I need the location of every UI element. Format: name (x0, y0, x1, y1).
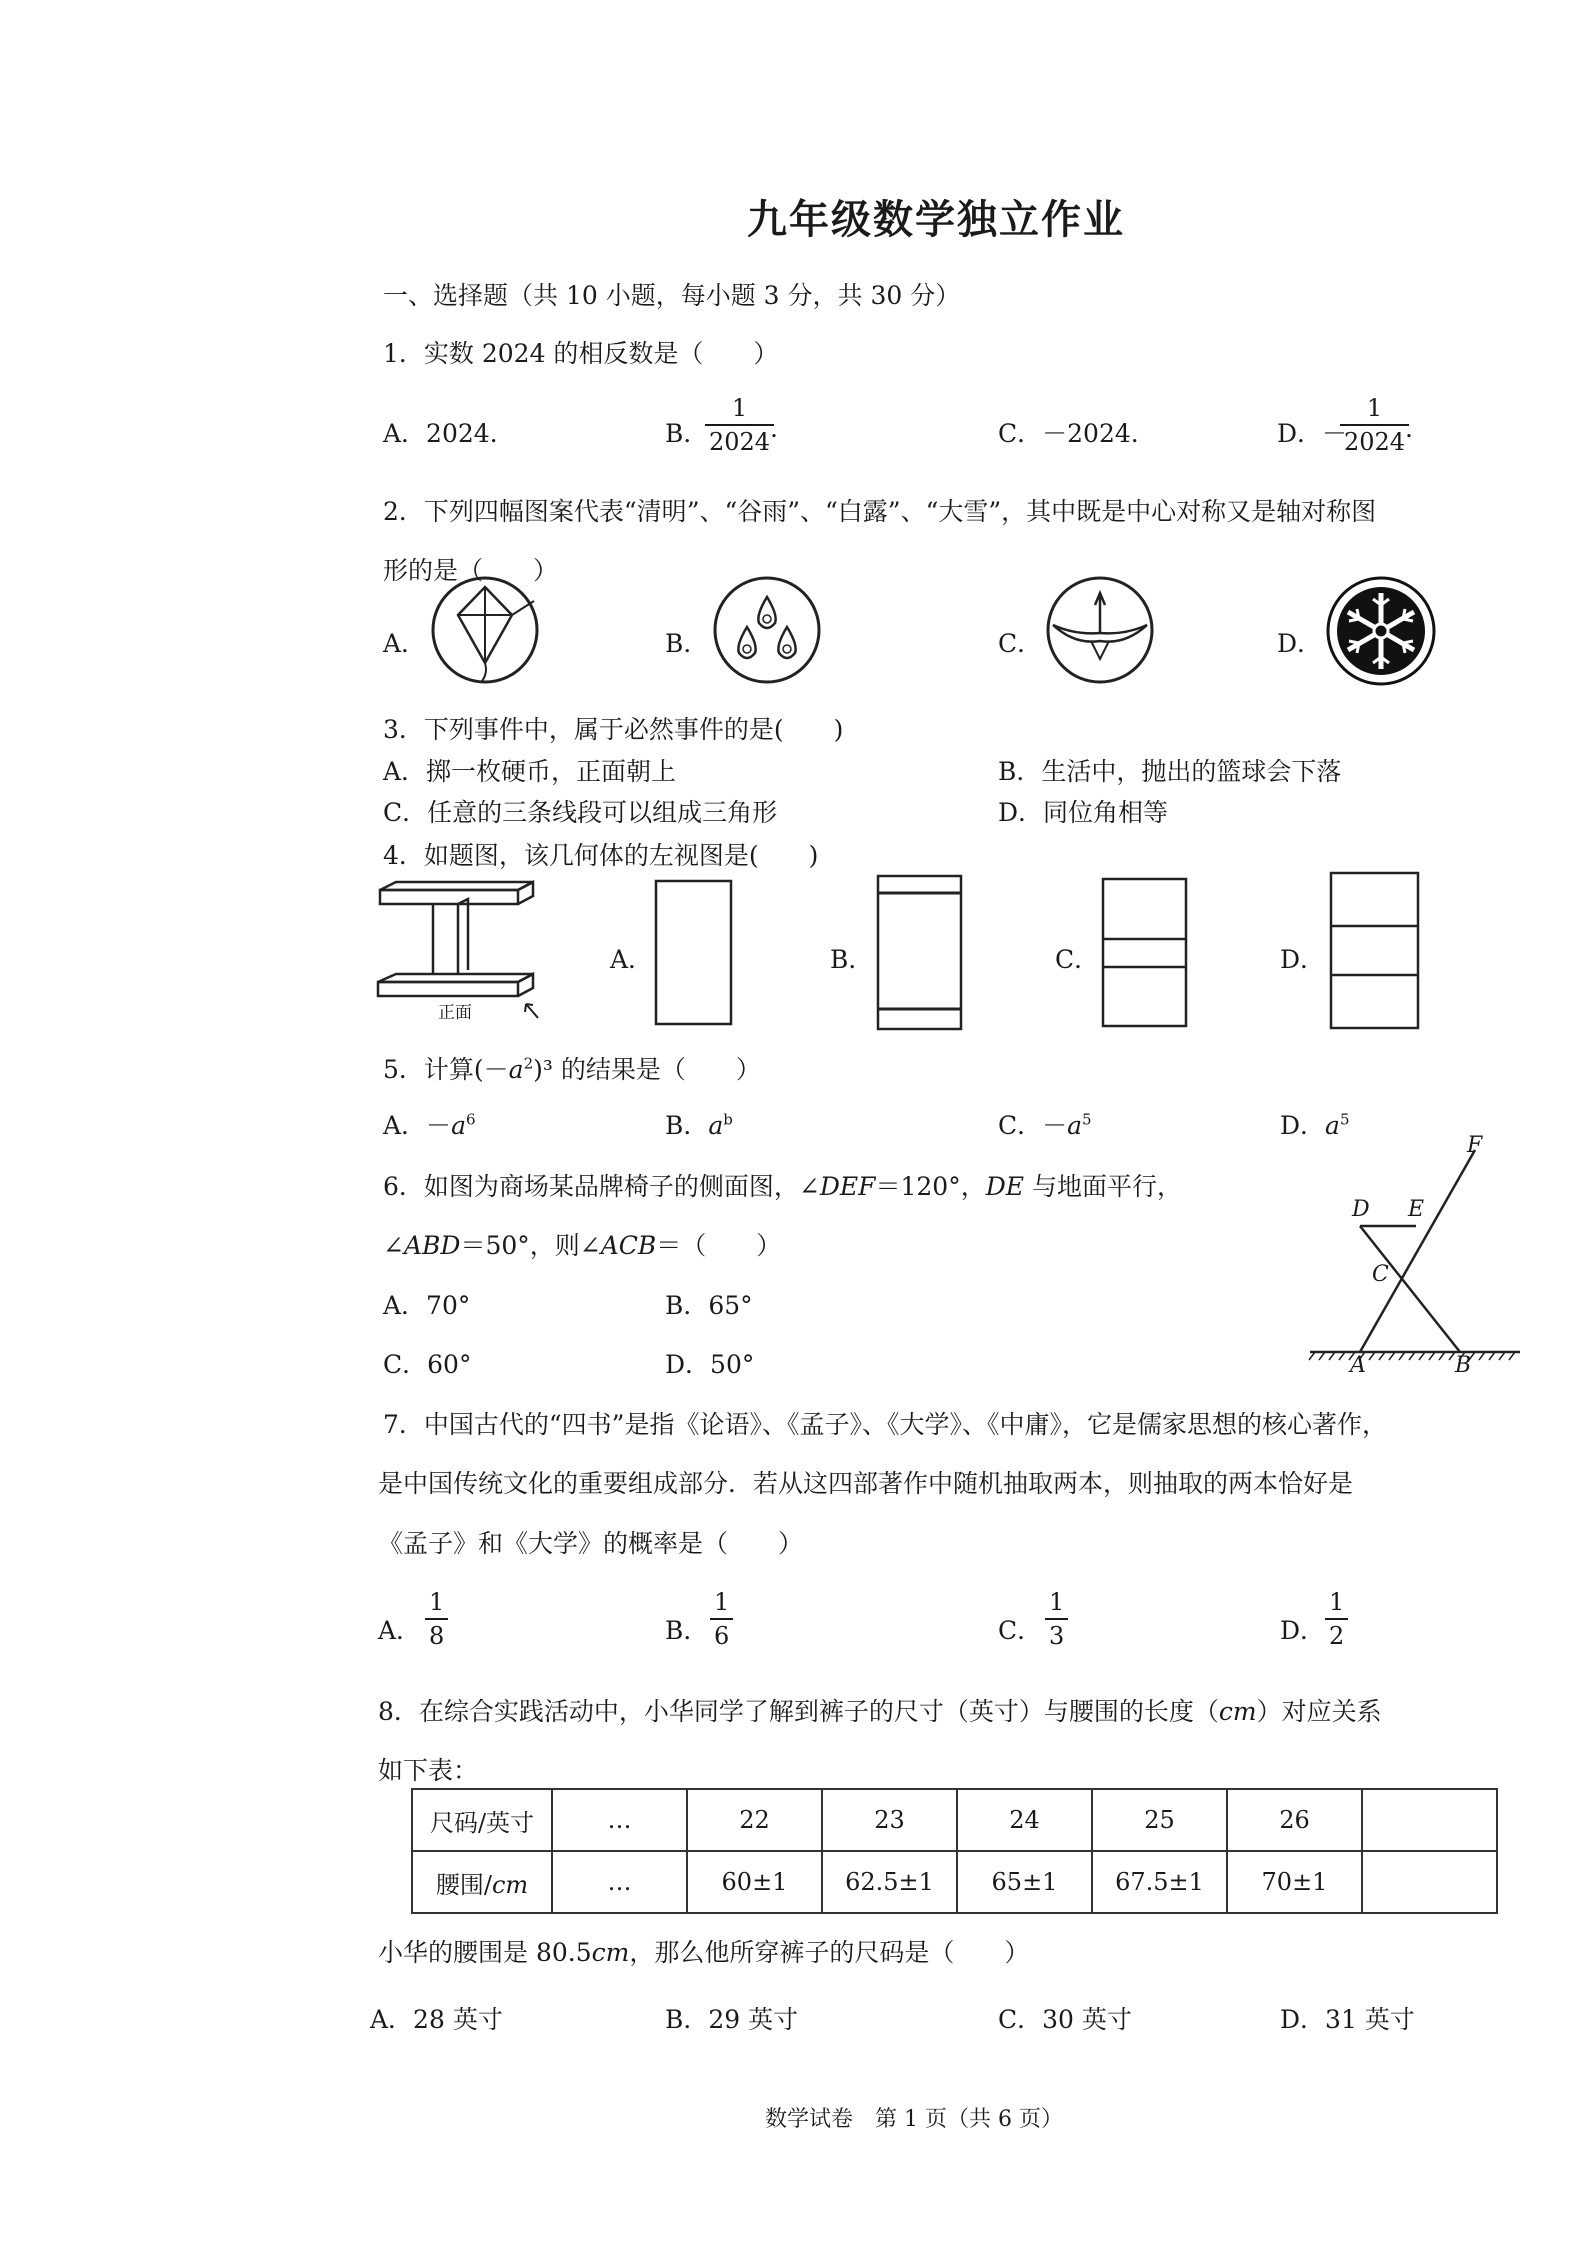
option-prefix: D． (1280, 1111, 1326, 1140)
q1-option-b-dot: . (770, 414, 778, 443)
exponent: 6 (465, 1110, 476, 1129)
q4-option-c-view (1102, 878, 1188, 1028)
variable-a: a (1067, 1111, 1083, 1140)
text-span: 8．在综合实践活动中，小华同学了解到裤子的尺寸（英寸）与腰围的长度（ (378, 1697, 1219, 1726)
text-span: ∠ (383, 1231, 404, 1260)
table-row (412, 1851, 1497, 1913)
table-cell: 65±1 (957, 1851, 1092, 1913)
exponent: 5 (1339, 1110, 1350, 1129)
q6-option-c: C．60° (383, 1350, 472, 1379)
snowflake-emblem-figure (1325, 575, 1437, 687)
table-cell: … (552, 1789, 687, 1851)
q3-option-d: D．同位角相等 (998, 798, 1169, 827)
q1-option-d-dot: . (1405, 414, 1413, 443)
q5-stem-prefix: 5．计算(－ (383, 1055, 509, 1084)
q3-option-b: B．生活中，抛出的篮球会下落 (998, 757, 1342, 786)
q7-option-b-label: B． (665, 1616, 709, 1645)
q6-option-b: B．65° (665, 1291, 753, 1320)
fraction-numerator: 1 (1049, 1588, 1065, 1616)
page-footer: 数学试卷 第 1 页（共 6 页） (765, 2107, 1063, 2132)
leg-db (1360, 1226, 1460, 1352)
question-8-stem-line1 (378, 1692, 1382, 1728)
q1-option-d-fraction (1340, 396, 1409, 454)
q2-option-a-label: A． (383, 629, 427, 658)
point-label-e: E (1408, 1197, 1425, 1222)
question-3-stem: 3．下列事件中，属于必然事件的是( ) (383, 715, 844, 744)
section-heading: 一、选择题（共 10 小题，每小题 3 分，共 30 分） (383, 281, 961, 310)
q7-option-a-label: A． (378, 1616, 422, 1645)
table-header-waist (412, 1851, 552, 1913)
unit: cm (491, 1870, 529, 1899)
exponent: 5 (1082, 1110, 1092, 1129)
q5-option-c (998, 1106, 1092, 1142)
fraction-numerator: 1 (714, 1588, 730, 1616)
table-cell: 70±1 (1227, 1851, 1362, 1913)
table-cell: 25 (1092, 1789, 1227, 1851)
question-4-stem: 4．如题图，该几何体的左视图是( ) (383, 841, 819, 870)
table-cell: 23 (822, 1789, 957, 1851)
text-span: 腰围/ (435, 1870, 492, 1899)
unit: cm (1218, 1697, 1257, 1726)
point-label-c: C (1372, 1262, 1389, 1287)
question-2-stem-line2: 形的是（ ） (383, 556, 559, 585)
page-title: 九年级数学独立作业 (747, 197, 1125, 243)
table-cell: 26 (1227, 1789, 1362, 1851)
q5-option-d (1280, 1106, 1350, 1142)
text-span: 6．如图为商场某品牌椅子的侧面图，∠ (383, 1172, 820, 1201)
size-waist-table (411, 1788, 1498, 1914)
text-span: ＝120°， (875, 1172, 986, 1201)
fraction-denominator: 2024 (705, 424, 774, 454)
exponent: b (723, 1110, 733, 1129)
q6-option-d: D．50° (665, 1350, 755, 1379)
q2-option-c-label: C． (998, 629, 1043, 658)
segment-name: DE (985, 1172, 1025, 1201)
q1-option-c: C．－2024. (998, 419, 1139, 448)
q7-option-c-label: C． (998, 1616, 1043, 1645)
q3-option-a: A．掷一枚硬币，正面朝上 (383, 757, 677, 786)
fraction-denominator: 8 (425, 1618, 448, 1648)
fraction-denominator: 2 (1325, 1618, 1348, 1648)
kite-emblem-figure (430, 575, 540, 685)
q5-option-b (665, 1106, 733, 1142)
table-cell (1362, 1789, 1497, 1851)
fraction-denominator: 3 (1045, 1618, 1068, 1648)
table-header-size: 尺码/英寸 (412, 1789, 552, 1851)
option-prefix: A．－ (383, 1111, 452, 1140)
q7-option-b-fraction (710, 1590, 733, 1648)
question-1-stem: 1．实数 2024 的相反数是（ ） (383, 339, 779, 368)
q6-option-a: A．70° (383, 1291, 471, 1320)
table-cell: 24 (957, 1789, 1092, 1851)
fraction-denominator: 2024 (1340, 424, 1409, 454)
q7-option-c-fraction (1045, 1590, 1068, 1648)
table-cell: 22 (687, 1789, 822, 1851)
point-label-a: A (1350, 1353, 1366, 1378)
raindrops-emblem-figure (712, 575, 822, 685)
q8-option-b: B．29 英寸 (665, 2005, 799, 2034)
fraction-numerator: 1 (429, 1588, 445, 1616)
q8-option-d: D．31 英寸 (1280, 2005, 1415, 2034)
q8-option-a: A．28 英寸 (370, 2005, 503, 2034)
q5-stem-suffix: )³ 的结果是（ ） (533, 1055, 761, 1084)
table-cell (1362, 1851, 1497, 1913)
q1-option-a: A．2024. (383, 419, 498, 448)
q1-option-b-label: B． (665, 419, 709, 448)
variable-a: a (1325, 1111, 1340, 1140)
table-cell: 67.5±1 (1092, 1851, 1227, 1913)
crane-emblem-figure (1045, 575, 1155, 685)
q4-option-a-label: A． (610, 945, 654, 974)
question-6-stem-line1 (383, 1167, 1182, 1203)
leg-af (1360, 1150, 1475, 1352)
option-prefix: B． (665, 1111, 709, 1140)
q4-option-d-label: D． (1280, 945, 1326, 974)
q4-option-b-label: B． (830, 945, 874, 974)
variable-a: a (508, 1055, 524, 1084)
fraction-numerator: 1 (1329, 1588, 1345, 1616)
variable-a: a (708, 1111, 724, 1140)
q4-option-a-view (655, 880, 733, 1026)
text-span: ）对应关系 (1256, 1697, 1382, 1726)
question-7-stem-line2: 是中国传统文化的重要组成部分．若从这四部著作中随机抽取两本，则抽取的两本恰好是 (378, 1469, 1354, 1498)
question-6-stem-line2 (383, 1226, 781, 1262)
q8-option-c: C．30 英寸 (998, 2005, 1132, 2034)
point-label-f: F (1467, 1133, 1483, 1158)
question-2-stem-line1: 2．下列四幅图案代表“清明”、“谷雨”、“白露”、“大雪”，其中既是中心对称又是轴对称图 (383, 497, 1377, 526)
q1-option-b-fraction (705, 396, 774, 454)
question-7-stem-line1: 7．中国古代的“四书”是指《论语》、《孟子》、《大学》、《中庸》，它是儒家思想的核心著作， (383, 1410, 1387, 1439)
q2-option-b-label: B． (665, 629, 709, 658)
fraction-numerator: 1 (1366, 394, 1383, 422)
q4-option-b-view (877, 875, 963, 1031)
angle-name: ABD (403, 1231, 461, 1260)
q7-option-d-label: D． (1280, 1616, 1326, 1645)
table-cell: … (552, 1851, 687, 1913)
q3-option-c: C．任意的三条线段可以组成三角形 (383, 798, 778, 827)
q1-option-d-label: D．－ (1277, 419, 1348, 448)
angle-name: DEF (819, 1172, 876, 1201)
exponent: 2 (523, 1054, 534, 1073)
point-label-b: B (1455, 1353, 1472, 1378)
q2-option-d-label: D． (1277, 629, 1323, 658)
table-cell: 62.5±1 (822, 1851, 957, 1913)
question-5-stem (383, 1050, 761, 1086)
chair-side-view-figure (1305, 1140, 1525, 1375)
q7-option-a-fraction (425, 1590, 448, 1648)
front-view-label: 正面 (438, 1003, 472, 1023)
fraction-denominator: 6 (710, 1618, 733, 1648)
q5-option-a (383, 1106, 476, 1142)
table-row (412, 1789, 1497, 1851)
variable-a: a (451, 1111, 466, 1140)
question-8-stem-line2: 如下表： (378, 1756, 479, 1785)
q4-option-c-label: C． (1055, 945, 1100, 974)
q7-option-d-fraction (1325, 1590, 1348, 1648)
text-span: 与地面平行， (1024, 1172, 1182, 1201)
text-span: ＝（ ） (656, 1231, 782, 1260)
question-8-followup (378, 1933, 1029, 1969)
unit: cm (591, 1938, 630, 1967)
question-7-stem-line3: 《孟子》和《大学》的概率是（ ） (378, 1529, 804, 1558)
option-prefix: C．－ (998, 1111, 1068, 1140)
table-cell: 60±1 (687, 1851, 822, 1913)
fraction-numerator: 1 (731, 394, 748, 422)
text-span: ＝50°，则∠ (460, 1231, 601, 1260)
q4-option-d-view (1330, 872, 1420, 1030)
angle-name: ACB (600, 1231, 657, 1260)
text-span: 小华的腰围是 80.5 (378, 1938, 592, 1967)
point-label-d: D (1352, 1197, 1370, 1222)
text-span: ，那么他所穿裤子的尺码是（ ） (629, 1938, 1030, 1967)
